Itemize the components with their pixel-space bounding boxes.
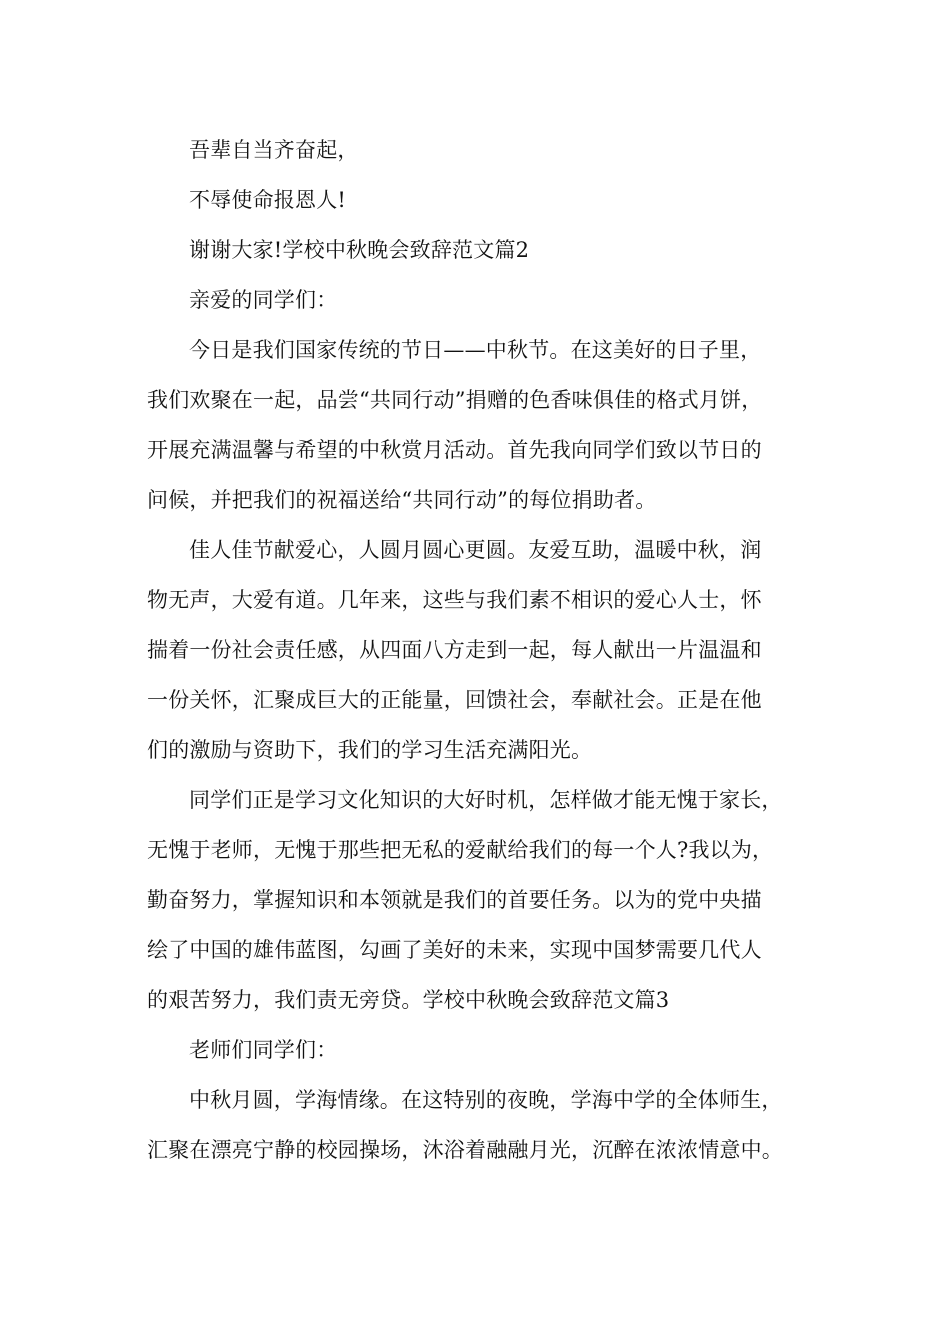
text-line-6: 我们欢聚在一起，品尝“共同行动”捐赠的色香味俱佳的格式月饼， xyxy=(147,388,763,412)
text-line-21: 汇聚在漂亮宁静的校园操场，沐浴着融融月光，沉醉在浓浓情意中。 xyxy=(147,1138,783,1162)
text-line-5: 今日是我们国家传统的节日——中秋节。在这美好的日子里， xyxy=(189,338,762,362)
text-line-2: 不辱使命报恩人! xyxy=(189,188,347,212)
text-line-4: 亲爱的同学们： xyxy=(189,288,338,312)
text-line-10: 物无声，大爱有道。几年来，这些与我们素不相识的爱心人士，怀 xyxy=(147,588,762,612)
text-line-14: 同学们正是学习文化知识的大好时机，怎样做才能无愧于家长， xyxy=(189,788,783,812)
text-line-12: 一份关怀，汇聚成巨大的正能量，回馈社会，奉献社会。正是在他 xyxy=(147,688,762,712)
text-line-19: 老师们同学们： xyxy=(189,1038,338,1062)
text-line-20: 中秋月圆，学海情缘。在这特别的夜晚，学海中学的全体师生， xyxy=(189,1088,783,1112)
text-line-15: 无愧于老师，无愧于那些把无私的爱献给我们的每一个人?我以为， xyxy=(147,838,774,862)
text-line-13: 们的激励与资助下，我们的学习生活充满阳光。 xyxy=(147,738,593,762)
text-line-11: 揣着一份社会责任感，从四面八方走到一起，每人献出一片温温和 xyxy=(147,638,762,662)
text-line-7: 开展充满温馨与希望的中秋赏月活动。首先我向同学们致以节日的 xyxy=(147,438,762,462)
text-line-8: 问候，并把我们的祝福送给“共同行动”的每位捐助者。 xyxy=(147,488,657,512)
text-line-16: 勤奋努力，掌握知识和本领就是我们的首要任务。以为的党中央描 xyxy=(147,888,762,912)
text-line-3: 谢谢大家!学校中秋晚会致辞范文篇2 xyxy=(189,238,530,262)
text-line-18: 的艰苦努力，我们责无旁贷。学校中秋晚会致辞范文篇3 xyxy=(147,988,670,1012)
text-line-9: 佳人佳节献爱心，人圆月圆心更圆。友爱互助，温暖中秋，润 xyxy=(189,538,762,562)
text-line-17: 绘了中国的雄伟蓝图，勾画了美好的未来，实现中国梦需要几代人 xyxy=(147,938,762,962)
text-line-1: 吾辈自当齐奋起， xyxy=(189,138,359,162)
